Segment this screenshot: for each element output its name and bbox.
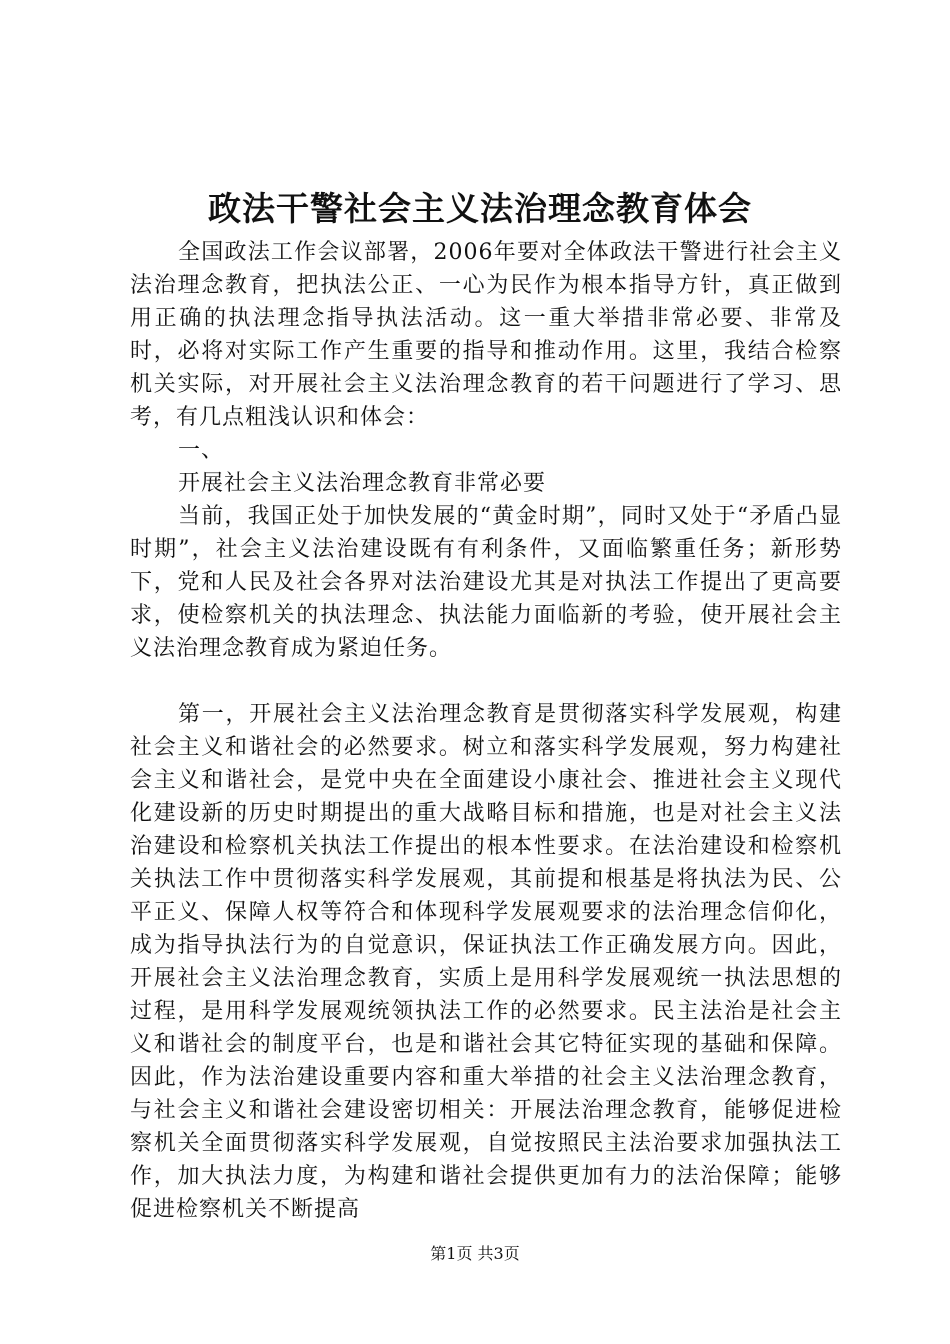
paragraph-first-point: 第一，开展社会主义法治理念教育是贯彻落实科学发展观，构建社会主义和谐社会的必然要求。树立和落实科学发展观，努力构建社会主义和谐社会，是党中央在全面建设小康社会、推进社会主义现代化建设新的历史时期提出的重大战略目标和措施，也是对社会主义法治建设和检察机关执法工作提出的根本性要求。在法治建设和检察机关执法工作中贯彻落实科学发展观，其前提和根基是将执法为民、公平正义、保障人权等符合和体现科学发展观要求的法治理念信仰化，成为指导执法行为的自觉意识，保证执法工作正确发展方向。因此，开展社会主义法治理念教育，实质上是用科学发展观统一执法思想的过程，是用科学发展观统领执法工作的必然要求。民主法治是社会主义和谐社会的制度平台，也是和谐社会其它特征实现的基础和保障。因此，作为法治建设重要内容和重大举措的社会主义法治理念教育，与社会主义和谐社会建设密切相关：开展法治理念教育，能够促进检察机关全面贯彻落实科学发展观，自觉按照民主法治要求加强执法工作，加大执法力度，为构建和谐社会提供更加有力的法治保障；能够促进检察机关不断提高 — [130, 702, 842, 1222]
paragraph-context: 当前，我国正处于加快发展的“黄金时期”，同时又处于“矛盾凸显时期”，社会主义法治建设既有有利条件，又面临繁重任务；新形势下，党和人民及社会各界对法治建设尤其是对执法工作提出了更高要求，使检察机关的执法理念、执法能力面临新的考验，使开展社会主义法治理念教育成为紧迫任务。 — [130, 504, 842, 661]
document-body — [130, 236, 842, 1226]
section-heading: 开展社会主义法治理念教育非常必要 — [178, 471, 547, 496]
document-title: 政法干警社会主义法治理念教育体会 — [208, 189, 752, 228]
paragraph-intro: 全国政法工作会议部署，2006年要对全体政法干警进行社会主义法治理念教育，把执法公正、一心为民作为根本指导方针，真正做到用正确的执法理念指导执法活动。这一重大举措非常必要、非常及时，必将对实际工作产生重要的指导和推动作用。这里，我结合检察机关实际，对开展社会主义法治理念教育的若干问题进行了学习、思考，有几点粗浅认识和体会： — [130, 240, 842, 430]
page-number-footer: 第1页 共3页 — [430, 1244, 520, 1263]
section-number: 一、 — [178, 438, 225, 463]
